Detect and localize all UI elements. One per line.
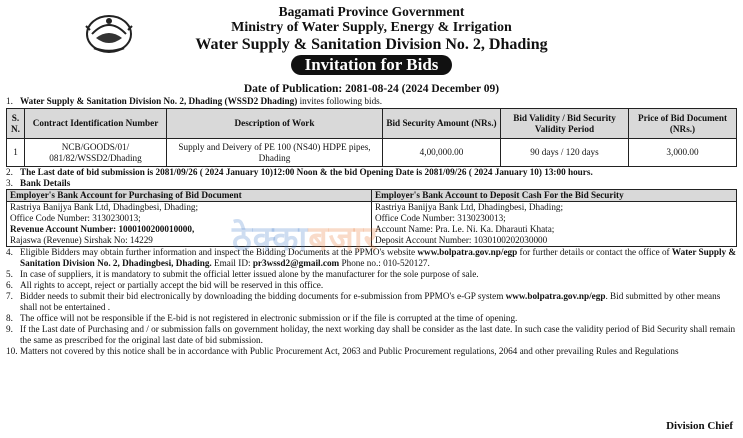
bank-account-bid-security: Rastriya Banijya Bank Ltd, Dhadingbesi, Dhading; Office Code Number: 3130230013; Account Name: Pra. Le. Ni. Ka. Dharauti Khata; Deposit Account Number: 1030100202030000 — [372, 202, 737, 247]
notice-item-10: 10. Matters not covered by this notice shall be in accordance with Public Procurement Act, 2063 and Public Procurement regulations, 2064 and other prevailing Rules and Regulations — [6, 346, 679, 356]
notice-item-3: 3. Bank Details — [6, 178, 71, 188]
signature-title: Division Chief — [666, 420, 733, 432]
bank-header-bid-document: Employer's Bank Account for Purchasing of Bid Document — [7, 190, 372, 202]
notice-item-7: 7. Bidder needs to submit their bid electronically by downloading the bidding documents for e-submission from PPMO's e-GP system www.bolpatra.gov.np/egp. Bid submitted by other means shall not be entertained . — [6, 291, 721, 312]
col-header-description: Description of Work — [167, 109, 383, 139]
bank-details-table — [6, 189, 737, 247]
notice-item-8: 8. The office will not be responsible if the E-bid is not registered in electronic submission or if the file is corrupted at the time of opening. — [6, 313, 518, 323]
notice-item-2: 2. The Last date of bid submission is 2081/09/26 ( 2024 January 10)12:00 Noon & the bid Opening Date is 2081/09/26 ( 2024 January 10) 13:00 hours. — [6, 167, 593, 177]
table-row — [7, 202, 737, 247]
publication-date: Date of Publication: 2081-08-24 (2024 December 09) — [243, 83, 500, 95]
col-header-contract-id: Contract Identification Number — [25, 109, 167, 139]
ppmo-website-link[interactable]: www.bolpatra.gov.np/egp — [417, 247, 518, 257]
notice-item-9: 9. If the Last date of Purchasing and / or submission falls on government holiday, the next working day shall be consider as the last date. In such case the validity period of Bid Security shall remain the same as prescribed for the original last date of bid submission. — [6, 324, 736, 345]
notice-item-4: 4. Eligible Bidders may obtain further information and inspect the Bidding Documents at the PPMO's website www.bolpatra.gov.np/egp for further details or contact the office of Water Supply & Sanitation Division No. 2, Dhadingbesi, Dhading. Email ID: pr3wssd2@gmail.com Phone no.: 010-520127. — [6, 247, 737, 268]
division-name: Water Supply & Sanitation Division No. 2, Dhading — [195, 36, 548, 53]
watermark-logo: ठेक्काबजार — [232, 219, 379, 259]
egp-website-link[interactable]: www.bolpatra.gov.np/egp — [505, 291, 606, 301]
notice-item-6: 6. All rights to accept, reject or partially accept the bid will be reserved in this office. — [6, 280, 324, 290]
bids-table — [6, 108, 737, 167]
notice-item-5: 5. In case of suppliers, it is mandatory to submit the official letter issued alone by the manufacturer for the sole purpose of sale. — [6, 269, 479, 279]
invitation-banner: Invitation for Bids — [291, 55, 453, 75]
col-header-sn: S. N. — [7, 109, 25, 139]
ministry-name: Ministry of Water Supply, Energy & Irrigation — [231, 20, 512, 35]
bank-account-bid-document: Rastriya Banijya Bank Ltd, Dhadingbesi, Dhading; Office Code Number: 3130230013; Revenue Account Number: 1000100200010000, Rajaswa (Revenue) Sirshak No: 14229 — [7, 202, 372, 247]
office-email-link[interactable]: pr3wssd2@gmail.com — [252, 258, 340, 268]
bank-header-bid-security: Employer's Bank Account to Deposit Cash For the Bid Security — [372, 190, 737, 202]
notice-item-1: 1. Water Supply & Sanitation Division No. 2, Dhading (WSSD2 Dhading) invites following bids. — [6, 96, 383, 106]
col-header-price: Price of Bid Document (NRs.) — [629, 109, 737, 139]
nepal-emblem-icon — [84, 8, 134, 56]
col-header-validity: Bid Validity / Bid Security Validity Period — [501, 109, 629, 139]
government-name: Bagamati Province Government — [278, 4, 465, 19]
col-header-bid-security: Bid Security Amount (NRs.) — [383, 109, 501, 139]
table-row: 1 NCB/GOODS/01/ 081/82/WSSD2/Dhading Supply and Deivery of PE 100 (NS40) HDPE pipes, Dhading 4,00,000.00 90 days / 120 days 3,000.00 — [7, 139, 737, 167]
notice-header — [6, 4, 737, 82]
